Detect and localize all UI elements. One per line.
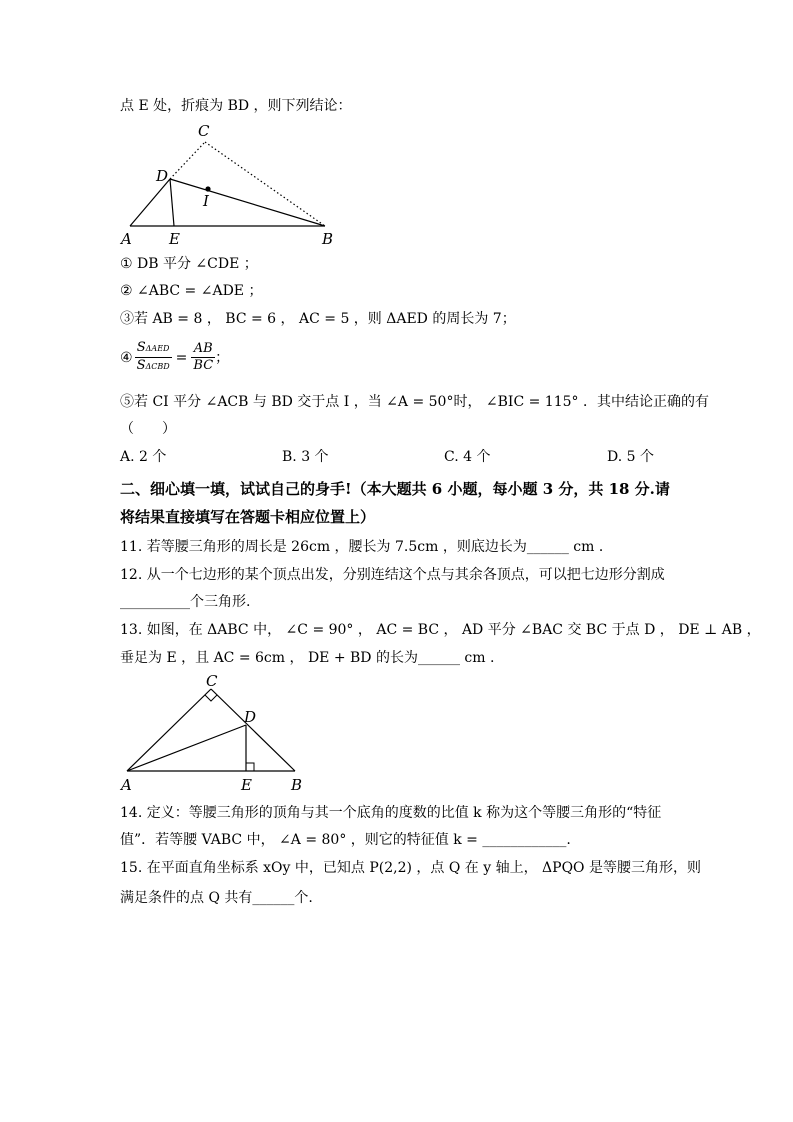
label-a-2: A (121, 776, 132, 794)
side-den: BC (193, 358, 214, 373)
intro-text: 点 E 处，折痕为 BD ，则下列结论： (120, 98, 352, 114)
question-14-line-2: 值”．若等腰 VABC 中， ∠A = 80° ，则它的特征值 k = ____________. (120, 832, 571, 848)
side-ratio-fraction (191, 341, 215, 374)
label-b: B (322, 230, 334, 248)
question-14-line-1: 14. 定义：等腰三角形的顶角与其一个底角的度数的比值 k 称为这个等腰三角形的“特征 (120, 805, 662, 821)
area-num-s: S (136, 340, 146, 355)
answer-paren: （ ） (120, 421, 176, 437)
question-15-line-1: 15. 在平面直角坐标系 xOy 中，已知点 P(2,2) ，点 Q 在 y 轴上， ΔPQO 是等腰三角形，则 (120, 860, 701, 876)
label-a: A (121, 230, 132, 248)
label-e: E (169, 230, 180, 248)
question-11: 11. 若等腰三角形的周长是 26cm ，腰长为 7.5cm ，则底边长为______ cm ． (120, 539, 613, 555)
right-angle-mark-c (205, 695, 217, 701)
label-d-2: D (244, 708, 257, 726)
dotted-cb (205, 142, 325, 226)
figure-2-triangle (115, 672, 315, 796)
right-angle-mark-e (246, 763, 254, 771)
statement-2: ② ∠ABC = ∠ADE ； (120, 283, 263, 299)
area-den-s: S (136, 358, 146, 373)
area-num-sub: ΔAED (145, 344, 170, 353)
segment-cb-2 (211, 689, 295, 771)
area-den-sub: ΔCBD (145, 362, 170, 371)
label-c: C (198, 122, 210, 140)
segment-ac-2 (127, 689, 211, 771)
figure-1-triangle (115, 118, 345, 250)
question-13-line-1: 13. 如图，在 ΔABC 中， ∠C = 90° ， AC = BC ， AD 平分 ∠BAC 交 BC 于点 D ， DE ⊥ AB ， (120, 622, 761, 638)
statement-4 (120, 340, 229, 375)
side-num: AB (191, 341, 215, 358)
label-e-2: E (241, 776, 252, 794)
statement-4-prefix: ④ (120, 349, 133, 366)
statement-3: ③若 AB = 8 ， BC = 6 ， AC = 5 ，则 ΔAED 的周长为 7； (120, 311, 516, 327)
segment-ad-2 (127, 725, 246, 771)
statement-4-end: ； (215, 349, 230, 366)
label-i: I (203, 192, 209, 210)
label-d: D (156, 167, 169, 185)
option-c: C. 4 个 (444, 449, 491, 465)
point-i (205, 186, 210, 191)
equals-sign: = (175, 349, 188, 366)
statement-1: ① DB 平分 ∠CDE ； (120, 256, 258, 272)
label-c-2: C (206, 672, 218, 690)
question-12-line-2: __________个三角形. (120, 594, 251, 610)
section-2-heading-line-2: 将结果直接填写在答题卡相应位置上） (120, 508, 376, 526)
section-2-heading-line-1: 二、细心填一填，试试自己的身手!（本大题共 6 小题，每小题 3 分，共 18 分.请 (120, 480, 670, 498)
area-ratio-fraction (135, 340, 172, 375)
dotted-dc (170, 142, 205, 179)
option-b: B. 3 个 (282, 449, 329, 465)
option-a: A. 2 个 (120, 449, 167, 465)
question-15-line-2: 满足条件的点 Q 共有______个. (120, 890, 313, 906)
option-d: D. 5 个 (607, 449, 654, 465)
segment-db (170, 179, 325, 226)
label-b-2: B (291, 776, 303, 794)
segment-ad (130, 179, 170, 226)
question-13-line-2: 垂足为 E ，且 AC = 6cm ， DE + BD 的长为______ cm . (120, 650, 495, 666)
segment-de (170, 179, 174, 226)
question-12-line-1: 12. 从一个七边形的某个顶点出发，分别连结这个点与其余各顶点，可以把七边形分割成 (120, 567, 665, 583)
statement-5: ⑤若 CI 平分 ∠ACB 与 BD 交于点 I ，当 ∠A = 50°时， ∠BIC = 115° ．其中结论正确的有 (120, 394, 709, 410)
